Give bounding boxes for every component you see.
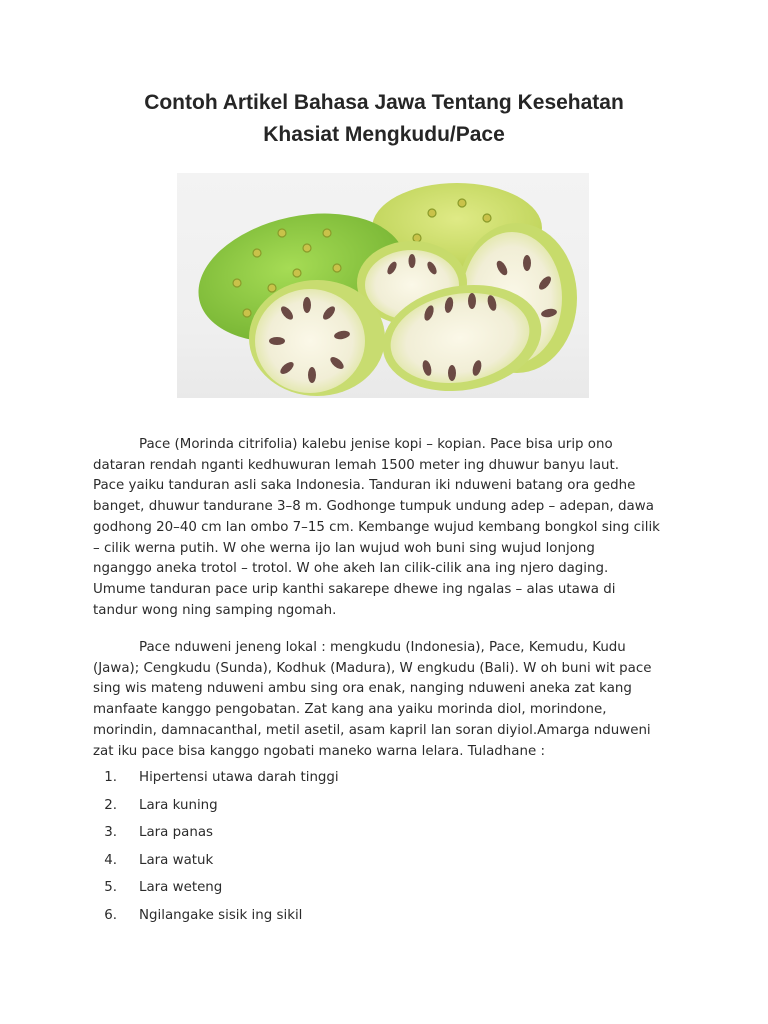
list-item: 4. Lara watuk: [104, 852, 214, 868]
list-item: 1. Hipertensi utawa darah tinggi: [104, 770, 339, 785]
paragraph-line: sing wis mateng nduweni ambu sing ora enak, nanging nduweni aneka zat kang: [93, 681, 632, 697]
noni-fruit-illustration-icon: [177, 173, 589, 398]
paragraph-line: tandur wong ning samping ngomah.: [93, 602, 337, 618]
paragraph-line: godhong 20–40 cm lan ombo 7–15 cm. Kembange wujud kembang bongkol sing cilik: [93, 519, 660, 535]
paragraph-line: nganggo aneka trotol – trotol. W ohe akeh lan cilik-cilik ana ing njero daging.: [93, 561, 609, 577]
ailments-list: [93, 767, 339, 933]
paragraph-line: Pace nduweni jeneng lokal : mengkudu (Indonesia), Pace, Kemudu, Kudu: [139, 640, 626, 655]
title-line-1: Contoh Artikel Bahasa Jawa Tentang Kesehatan: [144, 91, 624, 114]
paragraph-line: dataran rendah nganti kedhuwuran lemah 1500 meter ing dhuwur banyu laut.: [93, 457, 620, 473]
paragraph-line: banget, dhuwur tandurane 3–8 m. Godhonge tumpuk undung adep – adepan, dawa: [93, 499, 654, 515]
list-item: 6. Ngilangake sisik ing sikil: [104, 907, 303, 923]
paragraph-line: Pace (Morinda citrifolia) kalebu jenise kopi – kopian. Pace bisa urip ono: [139, 437, 613, 452]
document-title: [60, 87, 708, 151]
paragraph-line: manfaate kanggo pengobatan. Zat kang ana yaiku morinda diol, morindone,: [93, 702, 607, 718]
paragraph-line: Umume tanduran pace urip kanthi sakarepe dhewe ing ngalas – alas utawa di: [93, 581, 616, 597]
paragraph-1: [93, 435, 683, 621]
paragraph-line: zat iku pace bisa kanggo ngobati maneko warna lelara. Tuladhane :: [93, 743, 545, 759]
list-item: 2. Lara kuning: [104, 797, 218, 813]
paragraph-line: – cilik werna putih. W ohe werna ijo lan wujud woh buni sing wujud lonjong: [93, 540, 595, 556]
paragraph-line: (Jawa); Cengkudu (Sunda), Kodhuk (Madura), W engkudu (Bali). W oh buni wit pace: [93, 660, 652, 676]
title-line-2: Khasiat Mengkudu/Pace: [263, 123, 505, 146]
list-item: 5. Lara weteng: [104, 880, 223, 896]
list-item: 3. Lara panas: [104, 825, 214, 841]
paragraph-line: Pace yaiku tanduran asli saka Indonesia. Tanduran iki nduweni batang ora gedhe: [93, 478, 636, 494]
paragraph-line: morindin, damnacanthal, metil asetil, asam kapril lan soran diyiol.Amarga nduweni: [93, 722, 651, 738]
noni-fruit-image: [177, 173, 589, 398]
paragraph-2: [93, 638, 683, 762]
